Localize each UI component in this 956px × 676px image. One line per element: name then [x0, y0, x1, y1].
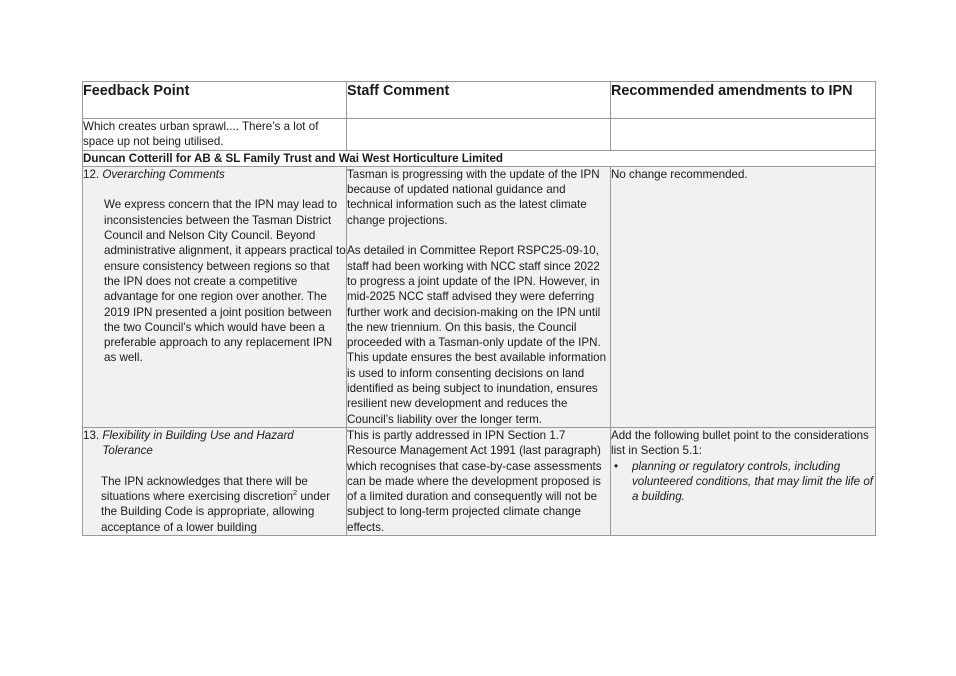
feedback-text: We express concern that the IPN may lead to inconsistencies between the Tasman District Council and Nelson City Council. Beyond administrative alignment, it appears practical to ensure consistency between regions so that the IPN does not create a competitive advantage for one region over another. The 2019 IPN presented a joint position between the two Council’s which would have been a preferable approach to any replacement IPN as well. [104, 198, 346, 365]
staff-comment-cell [347, 166, 611, 427]
feedback-cell [83, 427, 347, 535]
staff-comment-paragraph: Tasman is progressing with the update of the IPN because of updated national guidance and technical information such as the latest climate change projections. [347, 167, 600, 227]
continuation-feedback-cell: Which creates urban sprawl.... There’s a lot of space up not being utilised. [83, 119, 347, 151]
feedback-text: The IPN acknowledges that there will be situations where exercising discretion$^2$ under the Building Code is appropriate, allowing acceptance of a lower building [101, 474, 331, 534]
staff-comment-paragraph: As detailed in Committee Report RSPC25-09-10, staff had been working with NCC staff since 2022 to progress a joint update of the IPN. However, in mid-2025 NCC staff advised they were deferring further work and decision-making on the IPN until the new triennium. On this basis, the Council proceeded with a Tasman-only update of the IPN. This update ensures the best available information is used to inform consenting decisions on land identified as being subject to inundation, ensures resilient new development and reduces the Council’s liability over the longer term. [347, 244, 607, 426]
recommendation-cell [611, 427, 876, 535]
submitter-section-row [83, 150, 876, 166]
submitter-title: Duncan Cotterill for AB & SL Family Trust and Wai West Horticulture Limited [83, 150, 876, 166]
footnote-marker: 2 [293, 488, 298, 498]
feedback-table [82, 81, 876, 536]
continuation-staff-cell [347, 119, 611, 151]
recommendation-text: No change recommended. [611, 167, 748, 181]
table-row [83, 427, 876, 535]
continuation-recommendation-cell [611, 119, 876, 151]
recommendation-cell [611, 166, 876, 427]
recommendation-text: Add the following bullet point to the considerations list in Section 5.1: [611, 428, 869, 458]
table-row [83, 166, 876, 427]
continuation-row [83, 119, 876, 151]
feedback-cell [83, 166, 347, 427]
staff-comment-cell [347, 427, 611, 535]
feedback-heading: 13. Flexibility in Building Use and Hazard Tolerance [83, 428, 294, 458]
recommendation-bullet: • planning or regulatory controls, including volunteered conditions, that may limit the life of a building. [632, 459, 875, 505]
header-staff-comment: Staff Comment [347, 82, 611, 119]
recommendation-bullets [611, 459, 875, 505]
feedback-heading: 12. Overarching Comments [83, 167, 225, 181]
table-header-row [83, 82, 876, 119]
staff-comment-paragraph: This is partly addressed in IPN Section 1.7 Resource Management Act 1991 (last paragraph) which recognises that case-by-case assessments can be made where the development proposed is of a limited duration and consequently will not be subject to long-term projected climate change effects. [347, 428, 602, 534]
header-recommended-amendments: Recommended amendments to IPN [611, 82, 876, 119]
header-feedback-point: Feedback Point [83, 82, 347, 119]
